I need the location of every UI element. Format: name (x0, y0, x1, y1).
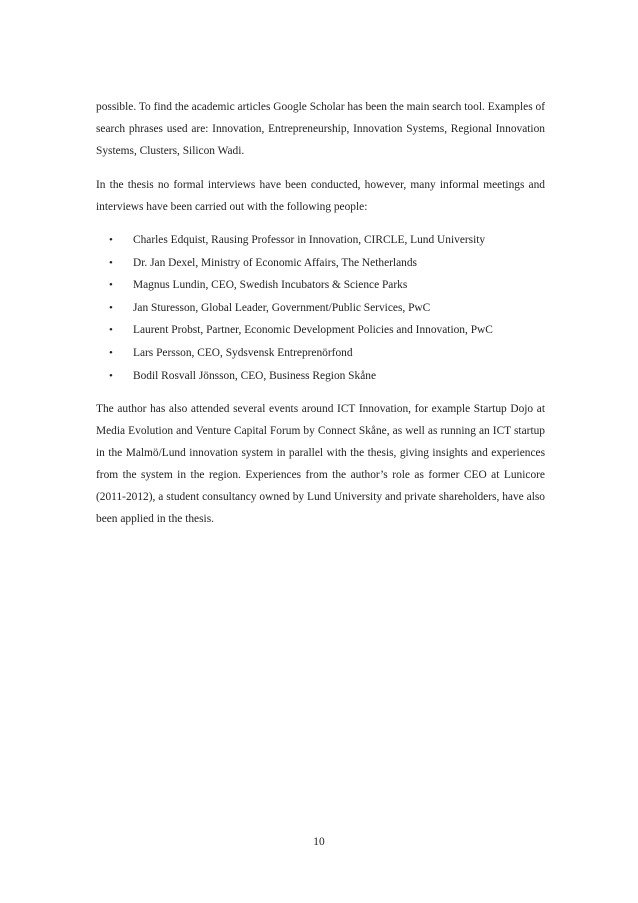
list-item (109, 319, 545, 342)
list-item (109, 365, 545, 388)
bullet-icon: • (109, 256, 113, 269)
bullet-icon: • (109, 324, 113, 337)
paragraph-events-experience: The author has also attended several events around ICT Innovation, for example Startup Dojo at Media Evolution and Venture Capital Forum by Connect Skåne, as well as running an ICT startup in the Malmö/Lund innovation system in parallel with the thesis, giving insights and experiences from the system in the region. Experiences from the author’s role as former CEO at Lunicore (2011-2012), a student consultancy owned by Lund University and private shareholders, have also been applied in the thesis. (96, 403, 545, 526)
list-item-text: Laurent Probst, Partner, Economic Development Policies and Innovation, PwC (133, 324, 493, 337)
page-body (96, 96, 545, 530)
bullet-icon: • (109, 279, 113, 292)
list-item (109, 274, 545, 297)
list-item (109, 252, 545, 275)
paragraph-interviews-intro: In the thesis no formal interviews have been conducted, however, many informal meetings and interviews have been carried out with the following people: (96, 179, 545, 213)
list-item-text: Bodil Rosvall Jönsson, CEO, Business Region Skåne (133, 369, 377, 382)
bullet-icon: • (109, 234, 113, 246)
interviewee-list (96, 229, 545, 387)
list-item (109, 342, 545, 365)
bullet-icon: • (109, 346, 113, 359)
list-item-text: Dr. Jan Dexel, Ministry of Economic Affairs, The Netherlands (133, 256, 417, 269)
list-item-text: Jan Sturesson, Global Leader, Government/Public Services, PwC (133, 301, 431, 314)
list-item-text: Lars Persson, CEO, Sydsvensk Entreprenörfond (133, 346, 353, 359)
list-item (109, 297, 545, 320)
bullet-icon: • (109, 369, 113, 382)
page-number: 10 (313, 836, 325, 848)
list-item-text: Magnus Lundin, CEO, Swedish Incubators & Science Parks (133, 279, 408, 292)
paragraph-search-method: possible. To find the academic articles Google Scholar has been the main search tool. Examples of search phrases used are: Innovation, Entrepreneurship, Innovation Systems, Regional Innovation Systems, Clusters, Silicon Wadi. (96, 101, 545, 157)
list-item (109, 229, 545, 252)
list-item-text: Charles Edquist, Rausing Professor in Innovation, CIRCLE, Lund University (133, 234, 486, 246)
bullet-icon: • (109, 301, 113, 314)
